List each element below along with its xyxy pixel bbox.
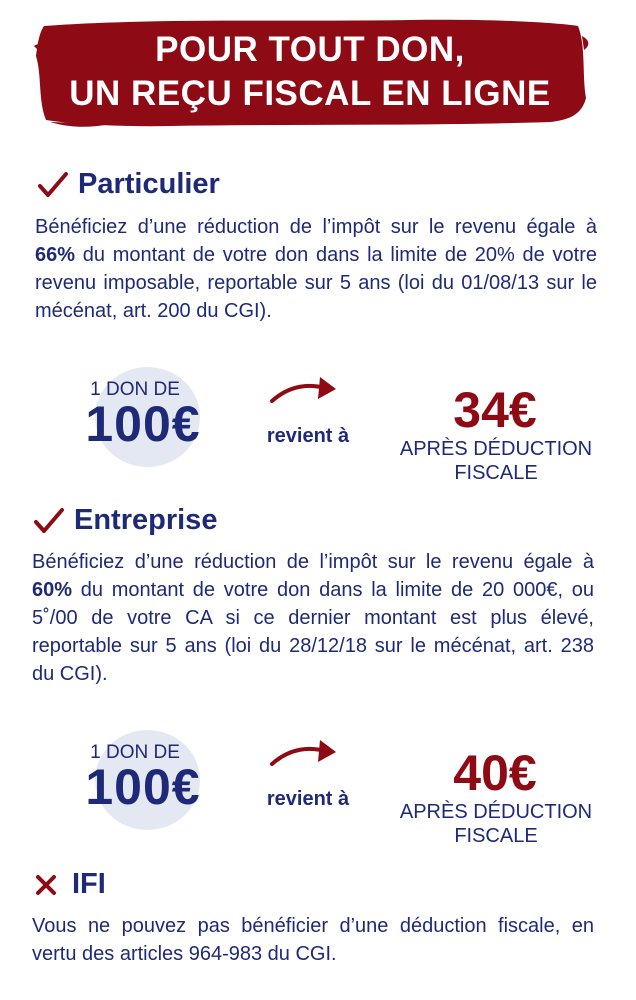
entreprise-rate: 60% [32,579,73,601]
don-amount: 100€ [85,759,201,815]
apres-deduction-label [390,437,602,485]
check-icon [34,507,64,535]
apres-line-1: APRÈS DÉDUCTION [399,801,593,823]
banner-line-1: POUR TOUT DON, [155,30,465,69]
particulier-rate: 66% [35,244,76,266]
cross-icon [34,873,58,897]
entreprise-description [32,548,594,688]
particulier-text-a: Bénéficiez d’une réduction de l’impôt sur le revenu égale à [35,216,597,238]
entreprise-text-b: du montant de votre don dans la limite de 20 000€, ou 5˚/00 de votre CA si ce dernier montant est plus élevé, reportable sur 5 ans (loi du 28/12/18 sur le mécénat, art. 238 du CGI). [32,579,594,685]
check-icon [38,171,68,199]
particulier-description [35,213,597,325]
entreprise-calculation [0,728,636,848]
ifi-title: IFI [72,868,106,900]
entreprise-text-a: Bénéficiez d’une réduction de l’impôt sur le revenu égale à [32,551,594,573]
swoosh-arrow-icon [270,736,340,770]
particulier-calculation [0,365,636,485]
result-amount: 34€ [453,382,537,438]
apres-line-1: APRÈS DÉDUCTION [399,438,593,460]
entreprise-heading [34,504,217,537]
apres-line-2: FISCALE [454,825,538,847]
ifi-description: Vous ne pouvez pas bénéficier d’une déduction fiscale, en vertu des articles 964-983 du CGI. [32,915,594,965]
particulier-title: Particulier [78,168,220,200]
don-label: 1 DON DE [90,742,180,763]
don-label: 1 DON DE [90,379,180,400]
title-banner [30,16,590,130]
particulier-text-b: du montant de votre don dans la limite de 20% de votre revenu imposable, reportable sur 5 ans (loi du 01/08/13 sur le mécénat, art. 200 du CGI). [35,244,597,322]
revient-label: revient à [266,788,350,810]
swoosh-arrow-icon [270,373,340,407]
banner-title [30,28,590,116]
entreprise-title: Entreprise [74,504,218,536]
particulier-heading [38,168,220,201]
apres-deduction-label [390,800,602,848]
apres-line-2: FISCALE [454,462,538,484]
don-amount: 100€ [85,396,201,452]
revient-label: revient à [266,425,350,447]
result-amount: 40€ [453,745,537,801]
banner-line-2: UN REÇU FISCAL EN LIGNE [69,74,551,113]
ifi-heading [34,868,106,901]
